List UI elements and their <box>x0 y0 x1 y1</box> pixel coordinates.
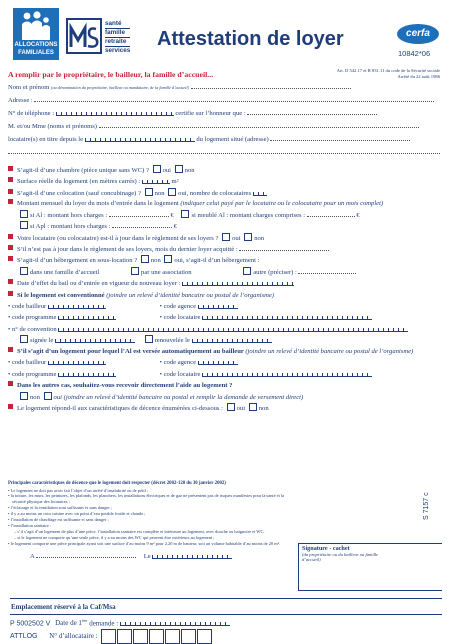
q7-famille-label: dans une famille d’accueil <box>30 268 100 276</box>
q12-non-label: non <box>258 404 269 412</box>
q7-autre-label: autre (préciser) : <box>253 268 297 276</box>
code-bailleur-label: • code bailleur <box>8 303 47 311</box>
q11-oui-label: oui (joindre un relevé d’identité bancaire ou postal et remplir la demande de versement direct) <box>53 393 304 401</box>
cerfa-logo <box>397 24 439 44</box>
logement-situe-label: du logement situé (adresse) <box>196 136 269 143</box>
date-effet-field[interactable] <box>182 281 294 286</box>
certifie-line <box>247 114 377 115</box>
logement-adresse-field-2[interactable] <box>8 153 440 154</box>
bullet-icon <box>8 177 13 182</box>
logement-adresse-field[interactable] <box>270 140 410 141</box>
caf-logo <box>13 8 59 60</box>
q7-oui-label: oui, s’agit-il d’un hébergement : <box>174 257 260 265</box>
q4-meuble-field[interactable] <box>307 216 355 217</box>
decence-item: – s’il s’agit d’un logement de plus d’une pièce, l’installation sanitaire est complète et intérieure au logement, avec douche ou baignoire et WC, <box>14 528 265 534</box>
decence-item: • l’installation de chauffage est suffisante et sans danger ; <box>8 517 109 523</box>
allocataire-digit-box[interactable] <box>149 629 164 644</box>
decence-item: • la toiture, les murs, les peintures, les plafonds, les planchers, les installations électriques et de gaz ne présentent pas de risques manifestes pour la santé et la <box>8 493 285 499</box>
identity-block <box>8 84 444 162</box>
q5-non-label: non <box>254 234 265 242</box>
q5-oui-checkbox[interactable] <box>222 233 230 241</box>
q1-non-label: non <box>184 167 195 174</box>
signature-row <box>30 553 232 560</box>
q4-meuble-label: si meublé Al : montant charges comprises : <box>191 211 306 219</box>
certifie-label: certifie sur l’honneur que : <box>175 110 246 117</box>
legal-ref <box>290 68 440 80</box>
msa-word: services <box>105 47 131 54</box>
q12-oui-label: oui <box>236 404 246 412</box>
signature-title: Signature - cachet <box>302 545 350 552</box>
date-demande-prefix: Date de 1 <box>55 619 82 628</box>
signature-date-field[interactable] <box>152 554 232 559</box>
renouvelee-date-field[interactable] <box>192 338 272 343</box>
decence-list <box>8 488 418 547</box>
q7-famille-checkbox[interactable] <box>20 267 28 275</box>
q4-al-field[interactable] <box>109 216 169 217</box>
locataire-names-field[interactable] <box>99 127 419 128</box>
bullet-icon <box>8 245 13 250</box>
bullet-icon <box>8 199 13 204</box>
footer-ref: P 5002502 V <box>10 620 51 628</box>
q1-oui-checkbox[interactable] <box>153 165 161 173</box>
q4-meuble-checkbox[interactable] <box>181 210 189 218</box>
q12-oui-checkbox[interactable] <box>227 403 235 411</box>
q7-label: S’agit-il d’un hébergement en sous-location ? <box>17 257 138 265</box>
euro-unit: € <box>356 211 360 219</box>
q10-label: S’il s’agit d’un logement pour lequel l’Al est versée automatiquement au bailleur <box>17 347 244 355</box>
q3-oui-label: oui, nombre de colocataires <box>178 189 252 197</box>
nom-field[interactable] <box>191 88 351 89</box>
cerfa-number: 10842*06 <box>398 49 431 58</box>
q8-label: Date d’effet du bail ou d’entrée en vigueur du nouveau loyer : <box>17 280 181 288</box>
q4-apl-field[interactable] <box>112 227 172 228</box>
code-agence-label: • code agence <box>159 303 197 311</box>
allocataire-digit-box[interactable] <box>165 629 180 644</box>
q7-autre-checkbox[interactable] <box>243 267 251 275</box>
cerfa-logo-text: cerfa <box>406 28 430 39</box>
date-demande-suffix: demande : <box>87 619 119 628</box>
decence-item: – si le logement ne comporte qu’une seule pièce, il y a au moins des WC qui peuvent être extérieurs au logement ; <box>14 534 215 540</box>
le-label: Le <box>143 553 151 560</box>
code-agence-field[interactable] <box>198 304 238 309</box>
allocataire-digit-box[interactable] <box>101 629 116 644</box>
q1-label: S’agit-il d’une chambre (pièce unique sans WC) ? <box>17 167 149 174</box>
q1-non-checkbox[interactable] <box>175 165 183 173</box>
locataire-names-label: M. et/ou Mme (noms et prénoms) <box>8 123 98 130</box>
q3-oui-checkbox[interactable] <box>168 188 176 196</box>
footer-rule-2 <box>10 614 442 615</box>
decence-item: • l’éclairage et la ventilation sont suffisants et sans danger ; <box>8 505 113 511</box>
q5-label: Votre locataire (ou colocataire) est-il à jour dans le règlement de ses loyers ? <box>17 234 219 242</box>
q1-oui-label: oui <box>162 167 171 174</box>
q2-label: Surface réelle du logement (en mètres carrés) : <box>17 178 141 186</box>
nom-hint: (ou dénomination du propriétaire, bailleur ou mandataire, de la famille d’accueil) <box>51 85 189 90</box>
adresse-label: Adresse : <box>8 97 33 104</box>
allocataire-field[interactable] <box>101 632 213 640</box>
signee-checkbox[interactable] <box>20 335 28 343</box>
q12-label: Le logement répond-il aux caractéristiques de décence énumérées ci-dessous : <box>17 404 223 412</box>
q11-oui-checkbox[interactable] <box>44 392 52 400</box>
code-programme-field-2[interactable] <box>58 372 116 377</box>
q4-al-label: si Al : montant hors charges : <box>30 211 108 219</box>
side-code: S 7157 c <box>423 492 430 520</box>
q11-label: Dans les autres cas, souhaitez-vous recevoir directement l’aide au logement ? <box>17 382 233 390</box>
q3-non-label: non <box>154 189 165 197</box>
caf-line2: FAMILIALES <box>18 50 54 56</box>
bullet-icon <box>8 347 13 352</box>
q9-label: Si le logement est conventionné <box>17 291 105 299</box>
q4-hint: (indiquer celui payé par le locataire ou le colocataire pour un mois complet) <box>180 200 384 208</box>
bullet-icon <box>8 234 13 239</box>
euro-unit: € <box>173 223 178 231</box>
q3-non-checkbox[interactable] <box>145 188 153 196</box>
decence-item: • l’installation sanitaire : <box>8 522 52 528</box>
telephone-field[interactable] <box>56 111 174 116</box>
form-subtitle: A remplir par le propriétaire, le bailleur, la famille d’accueil... <box>8 70 214 79</box>
footer-ref-row <box>10 618 230 627</box>
decence-item: • il y a au moins un coin cuisine avec un point d’eau potable froide et chaude ; <box>8 511 146 517</box>
bullet-icon <box>8 404 13 409</box>
q11-non-checkbox[interactable] <box>20 392 28 400</box>
m2-unit: m² <box>171 178 179 186</box>
q9-hint: (joindre un relevé d’identité bancaire ou postal de l’organisme) <box>106 291 275 299</box>
q5-oui-label: oui <box>232 234 241 242</box>
q3-label: S’agit-il d’une colocation (sauf concubinage) ? <box>17 189 141 197</box>
date-demande-sup: ère <box>81 618 88 623</box>
signee-label: signée le <box>30 337 54 345</box>
telephone-label: N° de téléphone : <box>8 110 55 117</box>
q7-non-checkbox[interactable] <box>141 255 149 263</box>
colocataires-field[interactable] <box>253 191 267 196</box>
caf-family-icon <box>13 10 59 42</box>
q4-apl-label: si Apl : montant hors charges : <box>30 223 111 231</box>
q5-non-checkbox[interactable] <box>244 233 252 241</box>
bullet-icon <box>8 166 13 171</box>
q6-field[interactable] <box>239 250 329 251</box>
msa-word: retraite <box>105 38 130 47</box>
code-bailleur-field[interactable] <box>48 304 106 309</box>
q4-apl-checkbox[interactable] <box>20 221 28 229</box>
allocataire-digit-box[interactable] <box>117 629 132 644</box>
q7-association-label: par une association <box>141 268 192 276</box>
decence-title: Principales caractéristiques de décence que le logement doit respecter (décret 2002-120 du 30 janvier 2002) <box>8 481 226 486</box>
reserve-label: Emplacement réservé à la Caf/Msa <box>11 603 116 611</box>
msa-word: santé <box>105 20 130 29</box>
code-programme-label: • code programme <box>8 314 57 322</box>
code-bailleur-label-2: • code bailleur <box>8 359 47 367</box>
decence-item: sécurité physique des locataires ; <box>12 499 70 505</box>
attlog-label: ATTLOG <box>10 633 38 641</box>
msa-words <box>105 20 130 55</box>
signature-hint: (du propriétaire ou du bailleur ou famille d’accueil) <box>302 552 379 563</box>
legal-ref-line2: Arrêté du 22 août 1986 <box>397 74 440 79</box>
locataire-depuis-label: locataire(s) en titre depuis le <box>8 136 84 143</box>
q11-non-label: non <box>30 393 40 401</box>
bullet-icon <box>8 189 13 194</box>
code-agence-label-2: • code agence <box>159 359 197 367</box>
code-locataire-label-2: • code locataire <box>159 370 201 378</box>
q7-non-label: non <box>150 257 161 265</box>
q12-non-checkbox[interactable] <box>249 403 257 411</box>
q10-hint: (joindre un relevé d’identité bancaire ou postal de l’organisme) <box>245 347 414 355</box>
code-programme-field[interactable] <box>58 315 116 320</box>
bullet-icon <box>8 381 13 386</box>
euro-unit: € <box>170 211 174 219</box>
legal-ref-line1: Art. D 542.17 et R 831.11 du code de la Sécurité sociale <box>336 68 440 73</box>
q4-label: Montant mensuel du loyer du mois d’entrée dans le logement <box>17 200 179 208</box>
code-programme-label-2: • code programme <box>8 370 57 378</box>
q6-label: S’il n’est pas à jour dans le règlement de ses loyers, mois du dernier loyer acquitté : <box>17 246 238 254</box>
q7-oui-checkbox[interactable] <box>164 255 172 263</box>
adresse-field[interactable] <box>34 101 434 102</box>
code-agence-field-2[interactable] <box>198 360 238 365</box>
decence-item: • Le logement ne doit pas avoir fait l’objet d’un arrêté d’insalubrité ou de péril ; <box>8 487 149 493</box>
renouvelee-label: renouvelée le <box>154 337 190 345</box>
footer-attlog-row <box>10 629 213 644</box>
date-demande-field[interactable] <box>120 621 230 626</box>
caf-line1: ALLOCATIONS <box>14 42 58 48</box>
page-title: Attestation de loyer <box>157 28 344 50</box>
q7-association-checkbox[interactable] <box>131 267 139 275</box>
msa-mark-icon <box>68 20 100 52</box>
allocataire-label: N° d’allocataire : <box>49 632 98 641</box>
code-locataire-field-2[interactable] <box>202 372 372 377</box>
bullet-icon <box>8 256 13 261</box>
decence-block <box>8 481 418 547</box>
decence-item: • le logement comporte une pièce principale ayant soit une surface d’au moins 9 m² pour 2,20 m de hauteur, soit un volume habitable d’au moins de 20 m³. <box>8 540 281 546</box>
signature-box[interactable] <box>298 543 442 591</box>
allocataire-digit-box[interactable] <box>197 629 212 644</box>
msa-logo <box>66 18 102 54</box>
bullet-icon <box>8 291 13 296</box>
code-locataire-field[interactable] <box>202 315 372 320</box>
code-bailleur-field-2[interactable] <box>48 360 106 365</box>
locataire-date-field[interactable] <box>85 137 195 142</box>
allocataire-digit-box[interactable] <box>181 629 196 644</box>
code-locataire-label: • code locataire <box>159 314 201 322</box>
a-label: A <box>30 553 35 560</box>
q7-autre-field[interactable] <box>298 273 356 274</box>
surface-field[interactable] <box>142 179 170 184</box>
nom-label: Nom et prénom <box>8 84 50 91</box>
renouvelee-checkbox[interactable] <box>145 335 153 343</box>
bullet-icon <box>8 279 13 284</box>
footer-rule-1 <box>10 598 442 599</box>
q4-al-checkbox[interactable] <box>20 210 28 218</box>
allocataire-digit-box[interactable] <box>133 629 148 644</box>
signee-date-field[interactable] <box>55 338 135 343</box>
questions-block <box>8 165 448 414</box>
n-convention-label: • n° de convention <box>8 325 57 333</box>
lieu-field[interactable] <box>36 557 136 558</box>
msa-word: famille <box>105 29 130 38</box>
n-convention-field[interactable] <box>58 327 408 332</box>
